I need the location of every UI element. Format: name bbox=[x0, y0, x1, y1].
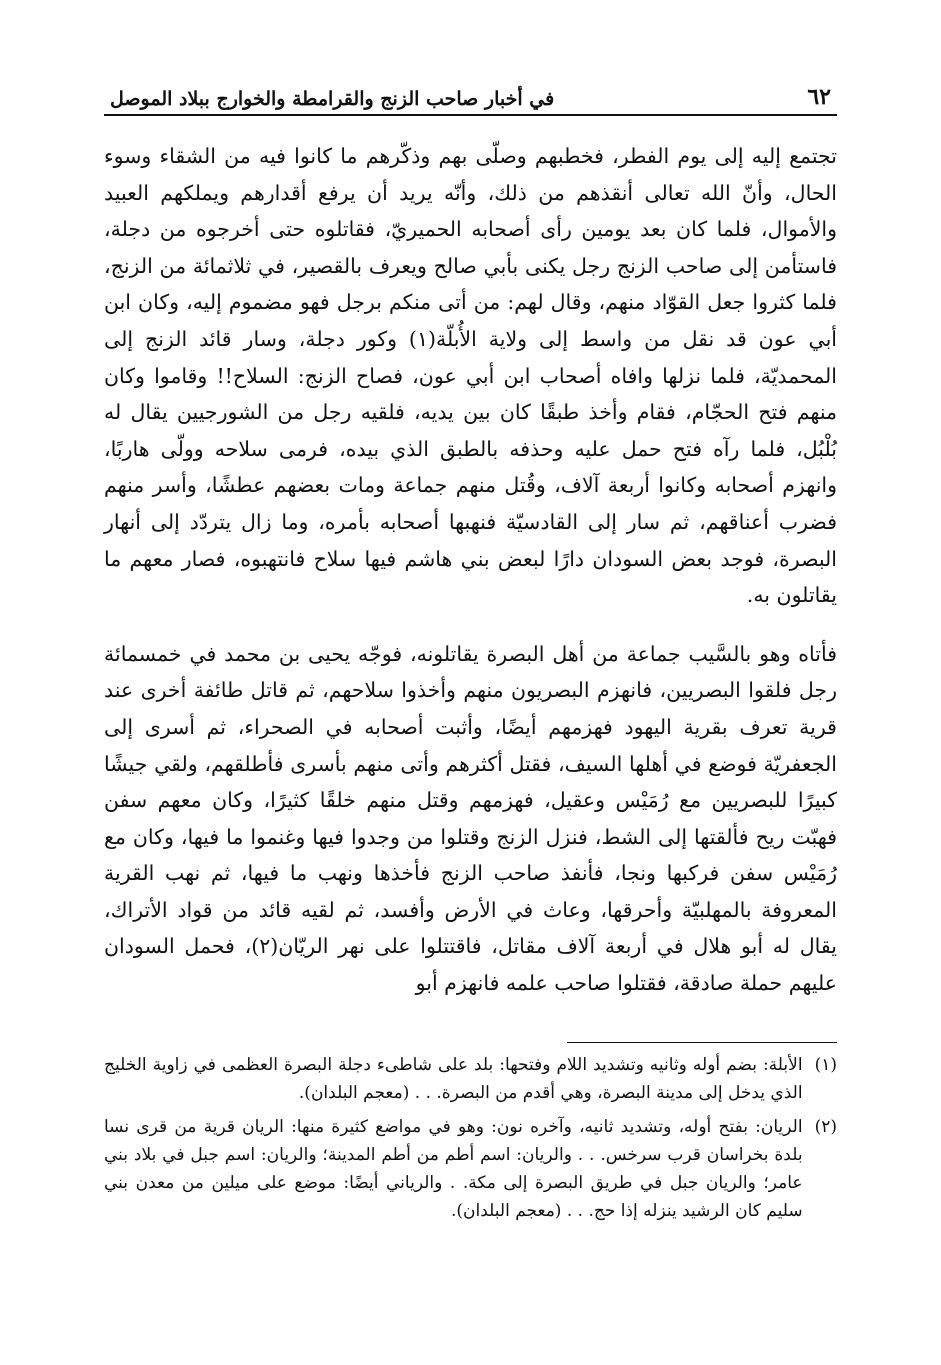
page-header bbox=[104, 70, 837, 110]
footnote-text: الريان: بفتح أوله، وتشديد ثانيه، وآخره نون: وهو في مواضع كثيرة منها: الريان قرية من قرى نسا بلدة بخراسان قرب سرخس. . . والريان: اسم أطم من أطم المدينة؛ والريان: اسم جبل في بلاد بني عامر؛ والريان جبل في طريق البصرة إلى مكة. . والرياني أيضًا: موضع على ميلين من معدن بني سليم كان الرشيد ينزله إذا حج. . . (معجم البلدان). bbox=[104, 1116, 803, 1221]
footnote-text: الأبلة: بضم أوله وثانيه وتشديد اللام وفتحها: بلد على شاطىء دجلة البصرة العظمى في زاوية الخليج الذي يدخل إلى مدينة البصرة، وهي أقدم من البصرة. . . (معجم البلدان). bbox=[104, 1054, 803, 1103]
paragraph: تجتمع إليه إلى يوم الفطر، فخطبهم وصلّى بهم وذكّرهم ما كانوا فيه من الشقاء وسوء الحال، وأنّ الله تعالى أنقذهم من ذلك، وأنّه يريد أن يرفع أقدارهم ويملكهم العبيد والأموال، فلما كان بعد يومين رأى أصحابه الحميريّ، فقاتلوه حتى أخرجوه من دجلة، فاستأمن إلى صاحب الزنج رجل يكنى بأبي صالح ويعرف بالقصير، في ثلاثمائة من الزنج، فلما كثروا جعل القوّاد منهم، وقال لهم: من أتى منكم برجل فهو مضموم إليه، وكان ابن أبي عون قد نقل من واسط إلى ولاية الأُبلّة(١) وكور دجلة، وسار قائد الزنج إلى المحمديّة، فلما نزلها وافاه أصحاب ابن أبي عون، فصاح الزنج: السلاح!! وقاموا وكان منهم فتح الحجّام، فقام وأخذ طبقًا كان بين يديه، فلقيه رجل من الشورجيين يقال له بُلْبُل، فلما رآه فتح حمل عليه وحذفه بالطبق الذي بيده، فرمى سلاحه وولّى هاربًا، وانهزم أصحابه وكانوا أربعة آلاف، وقُتل منهم جماعة ومات بعضهم عطشًا، وأسر منهم فضرب أعناقهم، ثم سار إلى القادسيّة فنهبها أصحابه بأمره، وما زال يتردّد إلى أنهار البصرة، فوجد بعض السودان دارًا لبعض بني هاشم فيها سلاح فانتهبوه، فصار معهم ما يقاتلون به. bbox=[104, 144, 837, 608]
page-number: ٦٢ bbox=[807, 84, 831, 110]
main-text bbox=[104, 138, 837, 1002]
footnote-marker: (٢) bbox=[814, 1116, 837, 1137]
header-rule bbox=[104, 114, 837, 116]
footnote-rule bbox=[567, 1042, 837, 1043]
footnote-1 bbox=[104, 1051, 837, 1107]
footnote-marker: (١) bbox=[814, 1054, 837, 1075]
paragraph: فأتاه وهو بالسَّيب جماعة من أهل البصرة يقاتلونه، فوجّه يحيى بن محمد في خمسمائة رجل فلقوا البصريين، فانهزم البصريون منهم وأخذوا سلاحهم، ثم قاتل طائفة أخرى عند قرية تعرف بقرية اليهود فهزمهم أيضًا، وأثبت أصحابه في الصحراء، ثم أسرى إلى الجعفريّة فوضع في أهلها السيف، فقتل أكثرهم وأتى منهم بأسرى فأطلقهم، ولقي جيشًا كبيرًا للبصريين مع رُمَيْس وعقيل، فهزمهم وقتل منهم خلقًا كثيرًا، وكان معهم سفن فهبّت ريح فألقتها إلى الشط، فنزل الزنج وقتلوا من وجدوا فيها وغنموا ما فيها، وكان مع رُمَيْس سفن فركبها ونجا، فأنفذ صاحب الزنج فأخذها ونهب ما فيها، ثم نهب القرية المعروفة بالمهلبيّة وأحرقها، وعاث في الأرض وأفسد، ثم لقيه قائد من قواد الأتراك، يقال له أبو هلال في أربعة آلاف مقاتل، فاقتتلوا على نهر الريّان(٢)، فحمل السودان عليهم حملة صادقة، فقتلوا صاحب علمه فانهزم أبو bbox=[104, 641, 837, 996]
footnote-2 bbox=[104, 1113, 837, 1225]
running-title: في أخبار صاحب الزنج والقرامطة والخوارج ببلاد الموصل bbox=[110, 88, 555, 110]
footnotes bbox=[104, 1051, 837, 1225]
